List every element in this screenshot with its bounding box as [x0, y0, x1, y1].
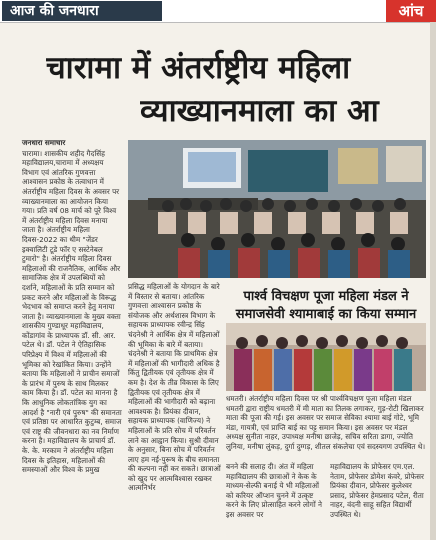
- adjacent-page-edge: [430, 22, 436, 540]
- header-rule: [0, 22, 436, 23]
- next-page-tab: आंच: [386, 0, 436, 22]
- sidebar-caption: धमतरी। अंतर्राष्ट्रीय महिला दिवस पर श्री पार्श्वविचक्षण पूजा महिला मंडल धमतरी द्वारा राष्ट्रीय धमतरी में मी माता का तिलक लगाकर, गुड़-रोटी खिलाकर माता की पूजा की गई। इस अवसर पर समाज सेविका श्यामा बाई गोटे, भूमि मंडा, गायत्री, एवं प्राप्ति बाई का पट्ट समान किया। इस अवसर पर मंडल अध्यक्ष सुनीता नाहर, उपाध्यक्ष मनीषा छाजेड़, सचिव सरिता डागा, ज्योति लुनिया, मनीषा लुंकड़, दुर्गा दुग्गड़, शीतल संकलेचा एवं सदस्यगण उपस्थित थे।: [226, 394, 426, 451]
- section-title: आज की जनधारा: [2, 1, 162, 21]
- event-photo: [128, 140, 426, 278]
- byline: जनधारा समाचार: [22, 138, 66, 147]
- sidebar-photo-image: [226, 323, 426, 391]
- sidebar-headline-line1: पार्श्व विचक्षण पूजा महिला मंडल ने: [243, 289, 409, 304]
- sidebar-photo: [226, 323, 426, 391]
- article-column-5: महाविद्यालय के प्रोफेसर एम.एल. नेताम, प्रोफेसर डोमेश कंवरे, प्रोफेसर प्रियंका दीवान, प्रोफेसर कुलेश्वर प्रसाद, प्रोफेसर हेमप्रसाद पटेल, रीता नाहर, वंदनी साहू सहित विद्यार्थी उपस्थित थे।: [330, 462, 424, 519]
- article-text-1: चारामा। शासकीय शहीद गैदसिंह महाविद्यालय,चारामा में अध्यक्षय विभाग एवं आंतरिक गुणवत्ता आश्वासन प्रकोष्ठ के तत्वाधान में अंतर्राष्ट्रीय महिला दिवस के अवसर पर व्याख्यानमाला का आयोजन किया गया। प्रति वर्ष 08 मार्च को पूरे विश्व में अंतर्राष्ट्रीय महिला दिवस मनाया जाता है। अंतर्राष्ट्रीय महिला दिवस-2022 का थीम "जेंडर इक्वालिटी टूडे फॉर ए सस्टेनेबल टुमारो" है। अंतर्राष्ट्रीय महिला दिवस महिलाओं की राजनैतिक, आर्थिक और सामाजिक क्षेत्र में उपलब्धियों को दर्शाने, महिलाओं के प्रति सम्मान को प्रकट करने और महिलाओं के विरूद्ध भेदभाव को समाप्त करने हेतु मनाया जाता है। व्याख्यानमाला के मुख्य वक्ता शासकीय गुण्डाधूर महाविद्यालय, कोंडागांव के प्राध्यापक डॉ. सी. आर. पटेल थे। डॉ. पटेल ने ऐतिहासिक परिप्रेक्ष्य में विश्व में महिलाओं की भूमिका को रेखांकित किया। उन्होंने बताया कि महिलाओं ने प्राचीन समाजों के प्रारंभ में पुरुष के साथ मिलकर काम किया है। डॉ. पटेल का मानना है कि आधुनिक लोकतांत्रिक युग का आदर्श है "नारी एवं पुरुष" की समानता एवं प्रतिष्ठा पर आधारित कुटुम्ब, समाज एवं राष्ट्र की जीवनधारा का नव निर्माण करना है। महाविद्यालय के प्राचार्य डॉ. के. के. मरकाम ने अंतर्राष्ट्रीय महिला दिवस के इतिहास, महिलाओं की समस्याओं और विश्व के प्रमुख: [22, 148, 122, 475]
- article-column-2: प्रसिद्ध महिलाओं के योगदान के बारे में विस्तार से बताया। आंतरिक गुणवत्ता आश्वासन प्रकोष्ठ के संयोजक और अर्थशास्त्र विभाग के सहायक प्राध्यापक रवीन्द्र सिंह चंदनेश्री ने आर्थिक क्षेत्र में महिलाओं की भूमिका के बारे में बताया। चंदनेश्री ने बताया कि प्राथमिक क्षेत्र में महिलाओं की भागीदारी अधिक है किंतु द्वितीयक एवं तृतीयक क्षेत्र में कम है। देश के तीव्र विकास के लिए द्वितीयक एवं तृतीयक क्षेत्र में महिलाओं की भागीदारी को बढ़ाना आवश्यक है। प्रियंका दीवान, सहायक प्राध्यापक (वाणिज्य) ने महिलाओं के प्रति सोच में परिवर्तन लाने का आह्वान किया। सुश्री दीवान के अनुसार, बिना सोच में परिवर्तन लाए हम नई-पुरूष के बीच समानता की कल्पना नहीं कर सकते। छात्राओं को खुद पर आत्मविश्वास रखकर आत्मनिर्भर: [128, 282, 221, 493]
- headline-line1: चारामा में अंतर्राष्ट्रीय महिला: [46, 50, 351, 86]
- sidebar-headline: [226, 288, 426, 324]
- article-column-4: बनने की सलाह दी। अंत में महिला महाविद्यालय की छात्राओं ने केक के माध्यम-सेल्फी बनाई ये भी महिलाओं को करियर ऑप्शन चुनने में उत्कृष्ट करने के लिए प्रोत्साहित करने लोगों ने इस अवसर पर: [226, 462, 322, 519]
- article-column-1: [22, 138, 122, 475]
- page-header: [0, 0, 436, 22]
- sidebar-headline-line2: समाजसेवी श्यामाबाई का किया सम्मान: [235, 307, 417, 322]
- event-photo-image: [128, 140, 426, 278]
- headline-line2: व्याख्यानमाला का आ: [140, 93, 379, 129]
